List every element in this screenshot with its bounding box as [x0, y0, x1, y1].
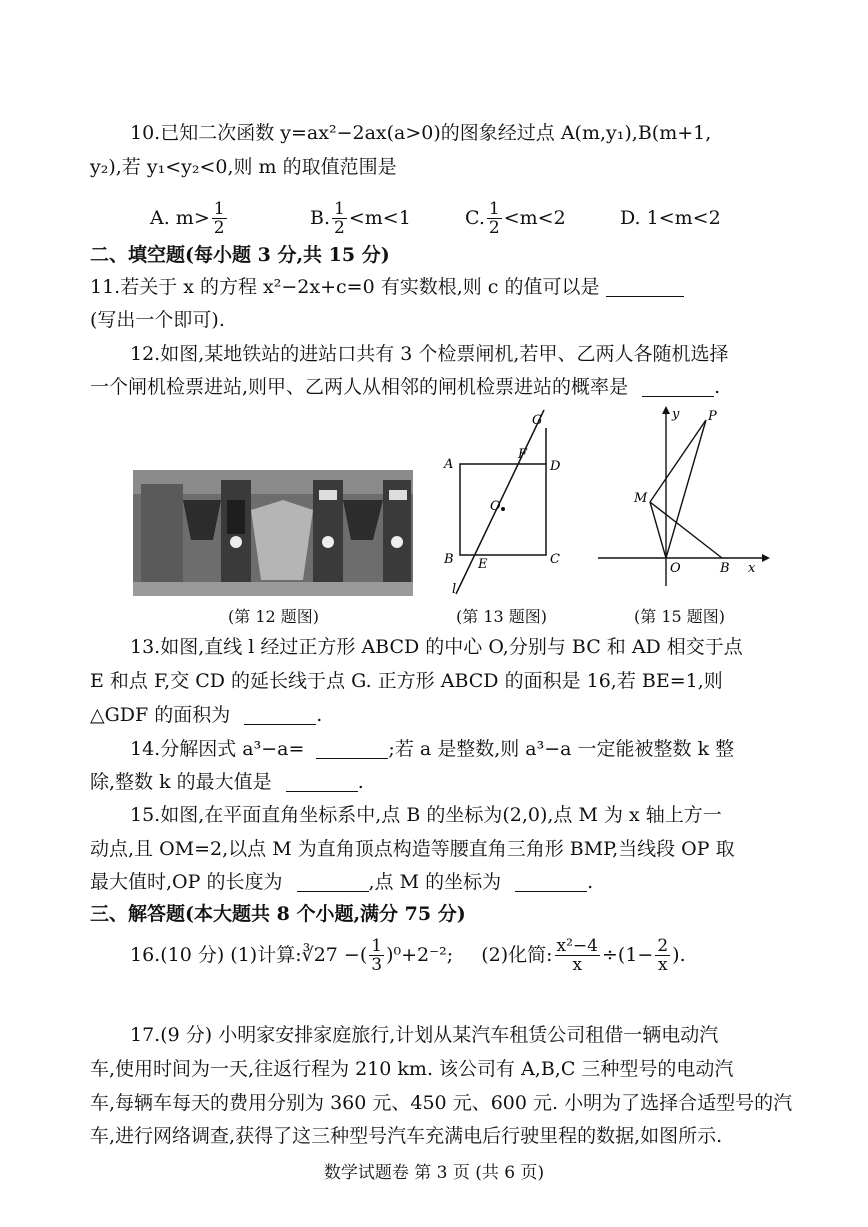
x-axis-arrow	[762, 554, 770, 562]
turnstile-photo-image	[133, 470, 413, 596]
fig15-caption: (第 15 题图)	[634, 607, 726, 626]
q11-line1	[90, 272, 790, 302]
q14-text-c: 除,整数 k 的最大值是	[90, 771, 272, 793]
q16-part2-end: ).	[672, 944, 686, 966]
q10-choice-b	[310, 196, 411, 240]
choice-a-text: A. m>	[150, 207, 210, 229]
q13-line2: E 和点 F,交 CD 的延长线于点 G. 正方形 ABCD 的面积是 16,若 BE=1,则	[90, 670, 723, 692]
segment-mp	[650, 420, 706, 502]
q10-choices	[150, 196, 770, 240]
label-f: F	[518, 447, 528, 462]
q12-period: .	[714, 376, 721, 398]
q10-choice-c	[465, 196, 566, 240]
q12-line1: 12.如图,某地铁站的进站口共有 3 个检票闸机,若甲、乙两人各随机选择	[130, 343, 729, 365]
fig12-turnstile-photo	[133, 470, 413, 596]
q17-line1: 17.(9 分) 小明家安排家庭旅行,计划从某汽车租赁公司租借一辆电动汽	[130, 1024, 719, 1046]
q11-text: 11.若关于 x 的方程 x²−2x+c=0 有实数根,则 c 的值可以是	[90, 276, 600, 298]
label-y: y	[672, 407, 680, 422]
q16-fraction-one-third	[369, 937, 384, 974]
answer-blank[interactable]	[316, 738, 388, 759]
q12-line2	[90, 372, 790, 402]
answer-blank[interactable]	[606, 276, 684, 297]
answer-blank[interactable]	[515, 871, 587, 892]
choice-b-text: <m<1	[348, 207, 411, 229]
fraction-denominator: 2	[488, 217, 500, 238]
q14-line1	[130, 734, 830, 764]
choice-c-label: C.	[465, 207, 485, 229]
label-b: B	[720, 561, 730, 576]
label-c: C	[550, 552, 560, 567]
y-axis-arrow	[662, 406, 670, 414]
fraction-denominator: x	[572, 954, 583, 975]
segment-pb-hidden	[706, 420, 722, 558]
label-m: M	[634, 491, 648, 506]
q15-text-a: 最大值时,OP 的长度为	[90, 871, 283, 893]
q14-period: .	[357, 771, 364, 793]
q13-text: △GDF 的面积为	[90, 704, 231, 726]
q12-text: 一个闸机检票进站,则甲、乙两人从相邻的闸机检票进站的概率是	[90, 376, 629, 398]
fraction-numerator: 1	[371, 935, 383, 956]
q17-line3: 车,每辆车每天的费用分别为 360 元、450 元、600 元. 小明为了选择合适型号的汽	[90, 1092, 793, 1114]
page-footer: 数学试题卷 第 3 页 (共 6 页)	[323, 1163, 545, 1183]
q16-part1-text: 16.(10 分) (1)计算:∛27 −(	[130, 944, 368, 966]
fig12-caption: (第 12 题图)	[228, 607, 320, 626]
q13-line3	[90, 700, 790, 730]
q14-text-a: 14.分解因式 a³−a=	[130, 738, 305, 760]
fraction-denominator: 2	[213, 217, 225, 238]
choice-c-text: <m<2	[503, 207, 566, 229]
label-g: G	[532, 413, 543, 428]
fig13-square-diagram	[440, 408, 570, 602]
q16-line	[130, 930, 830, 980]
fraction-numerator: 2	[657, 935, 669, 956]
q16-fraction-2-over-x	[655, 937, 670, 974]
q15-text-b: ,点 M 的坐标为	[368, 871, 502, 893]
q10-line1: 10.已知二次函数 y=ax²−2ax(a>0)的图象经过点 A(m,y₁),B(m+1,	[130, 122, 712, 144]
label-o: O	[490, 499, 501, 514]
label-x: x	[748, 561, 756, 576]
q15-line2: 动点,且 OM=2,以点 M 为直角顶点构造等腰直角三角形 BMP,当线段 OP 取	[90, 838, 735, 860]
q16-part2-mid: ÷(1−	[602, 944, 654, 966]
fraction-numerator: x²−4	[556, 935, 598, 956]
section-2-heading: 二、填空题(每小题 3 分,共 15 分)	[90, 244, 390, 266]
q17-line4: 车,进行网络调查,获得了这三种型号汽车充满电后行驶里程的数据,如图所示.	[90, 1125, 723, 1147]
center-point-o	[501, 507, 505, 511]
q11-line2: (写出一个即可).	[90, 309, 225, 331]
fraction-denominator: 3	[371, 954, 383, 975]
q16-fraction-x2-minus-4	[555, 937, 600, 974]
q15-line1: 15.如图,在平面直角坐标系中,点 B 的坐标为(2,0),点 M 为 x 轴上方一	[130, 804, 722, 826]
choice-c-fraction	[487, 200, 502, 237]
label-p: P	[708, 409, 717, 424]
label-b: B	[444, 552, 454, 567]
label-a: A	[444, 457, 454, 472]
label-d: D	[550, 459, 561, 474]
choice-d-text: D. 1<m<2	[620, 207, 721, 229]
q14-line2	[90, 767, 790, 797]
answer-blank[interactable]	[286, 771, 358, 792]
choice-b-fraction	[332, 200, 347, 237]
segment-op	[666, 420, 706, 558]
q10-line2: y₂),若 y₁<y₂<0,则 m 的取值范围是	[90, 156, 397, 178]
answer-blank[interactable]	[297, 871, 369, 892]
q10-choice-d	[620, 196, 721, 240]
segment-mb	[650, 502, 722, 558]
q10-choice-a	[150, 196, 229, 240]
q17-line2: 车,使用时间为一天,往返行程为 210 km. 该公司有 A,B,C 三种型号的电动汽	[90, 1058, 734, 1080]
fraction-numerator: 1	[213, 198, 225, 219]
answer-blank[interactable]	[642, 376, 714, 397]
fraction-denominator: 2	[334, 217, 345, 238]
choice-a-fraction	[212, 200, 227, 237]
q16-part1-end: )⁰+2⁻²;	[386, 944, 454, 966]
fig13-caption: (第 13 题图)	[456, 607, 548, 626]
q13-period: .	[316, 704, 323, 726]
label-o: O	[670, 561, 681, 576]
fraction-denominator: x	[657, 954, 668, 975]
label-l: l	[452, 582, 457, 597]
label-e: E	[478, 557, 488, 572]
answer-blank[interactable]	[244, 704, 316, 725]
fraction-numerator: 1	[488, 198, 500, 219]
fig15-coordinate-diagram	[598, 406, 770, 592]
q15-line3	[90, 867, 790, 897]
q15-period: .	[587, 871, 594, 893]
section-3-heading: 三、解答题(本大题共 8 个小题,满分 75 分)	[90, 903, 466, 925]
q14-text-b: ;若 a 是整数,则 a³−a 一定能被整数 k 整	[388, 738, 735, 760]
choice-b-label: B.	[310, 207, 331, 229]
segment-om	[650, 502, 666, 558]
fraction-numerator: 1	[334, 198, 345, 219]
q13-line1: 13.如图,直线 l 经过正方形 ABCD 的中心 O,分别与 BC 和 AD 相交于点	[130, 636, 743, 658]
q16-part2-text: (2)化简:	[481, 944, 553, 966]
